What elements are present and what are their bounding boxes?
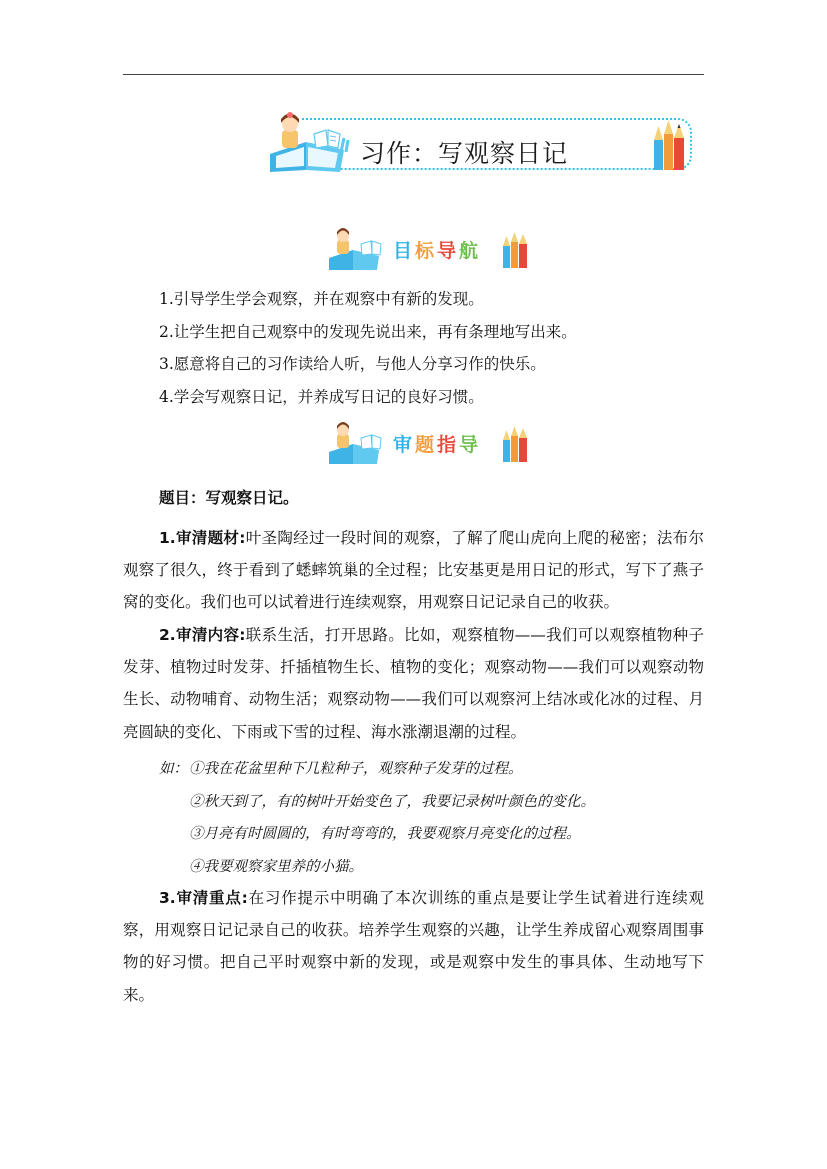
section-title-char: 目 <box>393 240 416 262</box>
page-title: 习作：写观察日记 <box>360 139 569 168</box>
point-paragraph <box>123 522 704 619</box>
section-title-char: 审 <box>393 434 416 456</box>
section-header-analysis <box>327 422 533 466</box>
goal-item: 2.让学生把自己观察中的发现先说出来，再有条理地写出来。 <box>159 323 577 341</box>
example-item: ②秋天到了，有的树叶开始变色了，我要记录树叶颜色的变化。 <box>189 794 595 810</box>
topic-line <box>159 491 299 507</box>
point-text: 叶圣陶经过一段时间的观察，了解了爬山虎向上爬的秘密；法布尔观察了很久，终于看到了蟋蟀筑巢的全过程；比安基更是用日记的形式，写下了燕子窝的变化。我们也可以试着进行连续观察，用观察日记记录自己的收获。 <box>123 529 704 612</box>
goal-item: 4.学会写观察日记，并养成写日记的良好习惯。 <box>159 388 484 406</box>
section-title-char: 指 <box>437 434 460 456</box>
point-paragraph <box>123 882 704 1011</box>
point-label: 2.审清内容: <box>159 626 246 644</box>
goal-item: 1.引导学生学会观察，并在观察中有新的发现。 <box>159 290 484 308</box>
example-item: ④我要观察家里养的小猫。 <box>189 859 363 875</box>
point-text: 联系生活，打开思路。比如，观察植物——我们可以观察植物种子发芽、植物过时发芽、扦插植物生长、植物的变化；观察动物——我们可以观察动物生长、动物哺育、动物生活；观察动物——我们可以观察河上结冰或化冰的过程、月亮圆缺的变化、下雨或下雪的过程、海水涨潮退潮的过程。 <box>123 626 704 741</box>
example-lead: 如： <box>159 761 188 777</box>
point-label: 3.审清重点: <box>159 889 248 907</box>
section-title-char: 标 <box>415 240 438 262</box>
point-text: 在习作提示中明确了本次训练的重点是要让学生试着进行连续观察，用观察日记记录自己的收获。培养学生观察的兴趣，让学生养成留心观察周围事物的好习惯。把自己平时观察中新的发现，或是观察中发生的事具体、生动地写下来。 <box>123 889 704 1004</box>
point-label: 1.审清题材: <box>159 529 246 547</box>
goal-item: 3.愿意将自己的习作读给人听，与他人分享习作的快乐。 <box>159 355 546 373</box>
example-item: ①我在花盆里种下几粒种子，观察种子发芽的过程。 <box>189 761 523 777</box>
section-title-char: 导 <box>437 240 460 262</box>
point-paragraph <box>123 619 704 748</box>
topic-text: 题目：写观察日记。 <box>159 489 299 507</box>
example-item: ③月亮有时圆圆的，有时弯弯的，我要观察月亮变化的过程。 <box>189 826 581 842</box>
section-title-char: 航 <box>459 240 482 262</box>
section-title <box>393 236 481 263</box>
section-title-char: 导 <box>459 434 482 456</box>
section-title-char: 题 <box>415 434 438 456</box>
header-rule <box>123 74 704 75</box>
section-title <box>393 430 481 457</box>
section-header-goals <box>327 228 533 272</box>
title-banner <box>266 112 698 174</box>
